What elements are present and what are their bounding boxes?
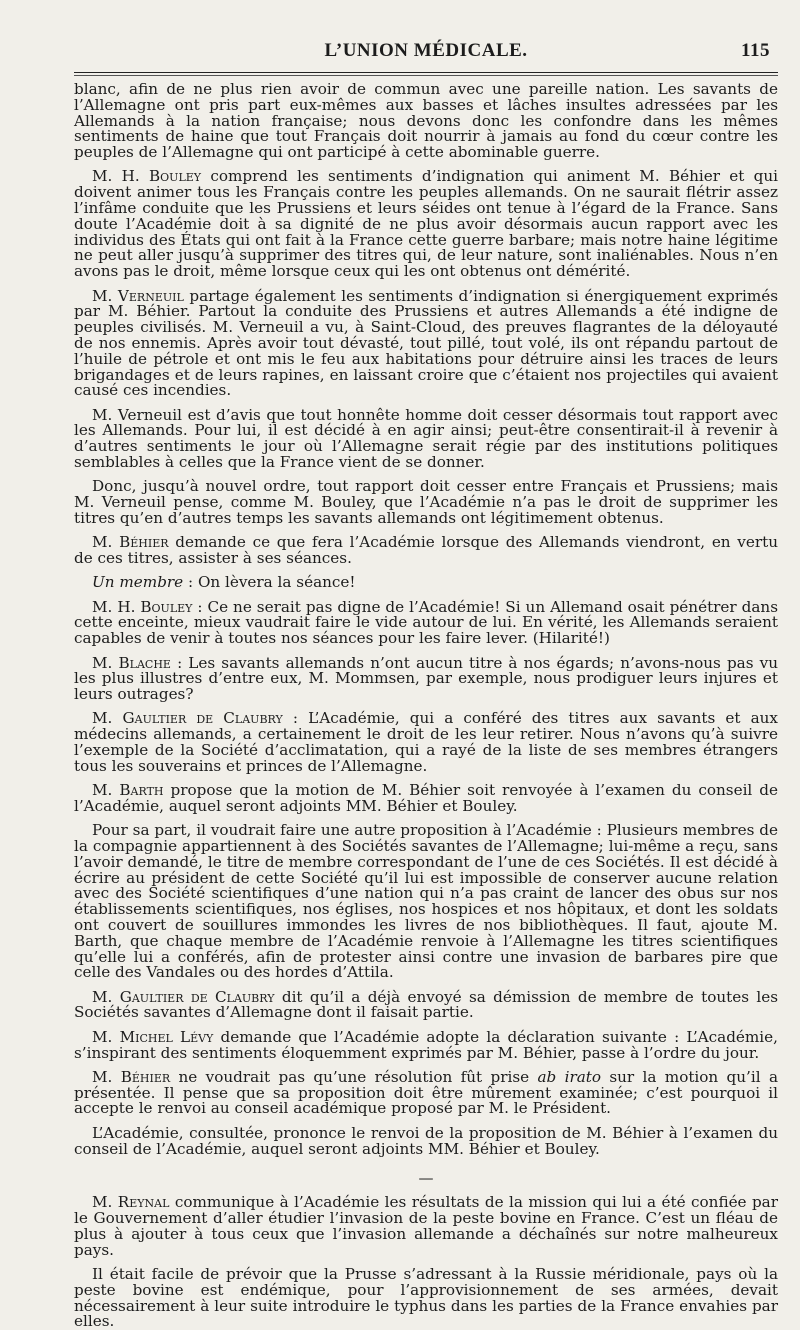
speaker-name: M. Michel Lévy [92, 1027, 214, 1046]
journal-title: L’UNION MÉDICALE. [324, 40, 528, 61]
speaker-name: M. Reynal [92, 1193, 170, 1212]
speech-text: partage également les sentiments d’indignation si énergiquement exprimés par M. Béhier. Partout la conduite des Prussiens et autres Allemands a été indigne de peuples civilisés. M. Verneuil a vu, à Saint-Cloud, des preuves flagrantes de la déloyauté de nos ennemis. Après avoir tout dévasté, tout pillé, tout volé, ils ont répandu partout de l’huile de pétrole et ont mis le feu aux habitations pour détruire ainsi les traces de leurs brigandages et de leurs rapines, en laissant croire que c’étaient nos projectiles qui avaient causé ces incendies. [74, 286, 779, 400]
speech-paragraph [74, 575, 778, 591]
speech-paragraph [74, 1195, 778, 1258]
paragraph: M. Verneuil est d’avis que tout honnête homme doit cesser désormais tout rapport avec les Allemands. Pour lui, il est décidé à en agir ainsi; peut-être consentirait-il à revenir à d’autres sentiments le jour où l’Allemagne serait régie par des institutions politiques semblables à celles que la France vient de se donner. [74, 405, 778, 472]
speech-paragraph [74, 711, 778, 774]
speech-text: : L’Académie, qui a conféré des titres aux savants et aux médecins allemands, a certainement le droit de les leur retirer. Nous n’avons qu’à suivre l’exemple de la Société d’acclimatation, qui a rayé de la liste de ses membres étrangers tous les souverains et princes de l’Allemagne. [74, 709, 778, 775]
speech-paragraph [74, 1067, 779, 1118]
speech-paragraph [74, 535, 778, 567]
speaker-name: M. Blache [92, 653, 171, 672]
section-separator: — [418, 1169, 434, 1188]
speaker-name: M. H. Bouley [92, 167, 202, 186]
speaker-name: M. Gaultier de Claubry [92, 987, 275, 1006]
speech-text: : On lèvera la séance! [183, 573, 356, 592]
speech-text: dit qu’il a déjà envoyé sa démission de membre de toutes les Sociétés savantes d’Allemagne dont il faisait partie. [74, 987, 779, 1022]
page-number: 115 [741, 40, 770, 61]
speaker-name: M. Barth [92, 781, 164, 800]
speech-text: ne voudrait pas qu’une résolution fût prise [170, 1067, 538, 1086]
speech-paragraph [74, 169, 778, 280]
paragraph: Pour sa part, il voudrait faire une autre proposition à l’Académie : Plusieurs membres de la compagnie appartiennent à des Sociétés savantes de l’Allemagne; lui-même a reçu, sans l’avoir demandé, le titre de membre correspondant de l’une de ces Sociétés. Il est décidé à écrire au président de cette Société qu’il lui est impossible de conserver aucune relation avec des Société scientifiques d’une nation qui n’a pas craint de lancer des obus sur nos établissements scientifiques, nos églises, nos hospices et nos hôpitaux, et dont les soldats ont couvert de souillures immondes les livres de nos bibliothèques. Il faut, ajoute M. Barth, que chaque membre de l’Académie renvoie à l’Allemagne les titres scientifiques qu’elle lui a conférés, afin de protester ainsi contre une invasion de barbares pire que celle des Vandales ou des hordes d’Attila. [74, 821, 778, 982]
speech-text: propose que la motion de M. Béhier soit renvoyée à l’examen du conseil de l’Académie, auquel seront adjoints MM. Béhier et Bouley. [74, 781, 778, 815]
speaker-name: M. H. Bouley [92, 597, 193, 616]
speech-text: demande que l’Académie adopte la déclaration suivante : L’Académie, s’inspirant des sentiments éloquemment exprimés par M. Béhier, passe à l’ordre du jour. [74, 1027, 778, 1062]
running-header [74, 40, 778, 66]
speech-text: sur la motion qu’il a présentée. Il pense que sa proposition doit être mûrement examinée; c’est pourquoi il accepte le renvoi au conseil académique proposé par M. le Président. [74, 1067, 779, 1118]
speech-paragraph [74, 783, 778, 815]
speech-text: : Ce ne serait pas digne de l’Académie! Si un Allemand osait pénétrer dans cette enceinte, mieux vaudrait faire le vide autour de lui. En vérité, les Allemands seraient capables de venir à toutes nos séances pour les faire lever. (Hilarité!) [74, 597, 778, 648]
paragraph: blanc, afin de ne plus rien avoir de commun avec une pareille nation. Les savants de l’Allemagne ont pris part eux-mêmes aux basses et lâches insultes adressées par les Allemands à la nation française; nous devons donc les confondre dans les mêmes sentiments de haine que tout Français doit nourrir à jamais au fond du cœur contre les peuples de l’Allemagne qui ont participé à cette abominable guerre. [74, 80, 778, 162]
speech-text: demande ce que fera l’Académie lorsque des Allemands viendront, en vertu de ces titres, assister à ses séances. [74, 533, 778, 568]
speech-text: : Les savants allemands n’ont aucun titre à nos égards; n’avons-nous pas vu les plus illustres d’entre eux, M. Mommsen, par exemple, nous prodiguer leurs injures et leurs outrages? [74, 653, 778, 704]
speech-text: comprend les sentiments d’indignation qui animent M. Béhier et qui doivent animer tous les Français contre les peuples allemands. On ne saurait flétrir assez l’infâme conduite que les Prussiens et leurs séides ont tenue à l’égard de la France. Sans doute l’Académie doit à sa dignité de ne plus avoir désormais aucun rapport avec les individus des États qui ont fait à la France cette guerre barbare; mais notre haine légitime ne peut aller jusqu’à supprimer des titres qui, de leur nature, sont inaliénables. Nous n’en avons pas le droit, même lorsque ceux qui les ont obtenus ont démérité. [74, 167, 778, 281]
speech-paragraph [74, 1027, 778, 1062]
paragraph: L’Académie, consultée, prononce le renvoi de la proposition de M. Béhier à l’examen du conseil de l’Académie, auquel seront adjoints MM. Béhier et Bouley. [74, 1123, 778, 1158]
header-rule [74, 72, 778, 76]
speech-paragraph [74, 987, 779, 1022]
speaker-name: M. Gaultier de Claubry [92, 709, 283, 728]
speaker-name: M. Béhier [92, 1067, 171, 1086]
latin-phrase: ab irato [537, 1067, 602, 1086]
article-body [74, 82, 778, 1330]
speech-paragraph [74, 286, 779, 400]
speaker-name: M. Béhier [92, 533, 169, 552]
speaker-name: Un membre [92, 573, 184, 592]
speaker-name: M. Verneuil [92, 286, 184, 305]
paragraph: Il était facile de prévoir que la Prusse s’adressant à la Russie méridionale, pays où la peste bovine est endémique, pour l’approvisionnement de ses armées, devait nécessairement à leur suite introduire le typhus dans les parties de la France envahies par elles. [74, 1265, 778, 1330]
speech-text: communique à l’Académie les résultats de la mission qui lui a été confiée par le Gouvernement d’aller étudier l’invasion de la peste bovine en France. C’est un fléau de plus à ajouter à tous ceux que l’invasion allemande a déchaînés sur notre malheureux pays. [74, 1193, 778, 1259]
speech-paragraph [74, 597, 778, 648]
speech-paragraph [74, 653, 778, 704]
paragraph: Donc, jusqu’à nouvel ordre, tout rapport doit cesser entre Français et Prussiens; mais M. Verneuil pense, comme M. Bouley, que l’Académie n’a pas le droit de supprimer les titres qu’en d’autres temps les savants allemands ont légitimement obtenus. [74, 477, 778, 527]
